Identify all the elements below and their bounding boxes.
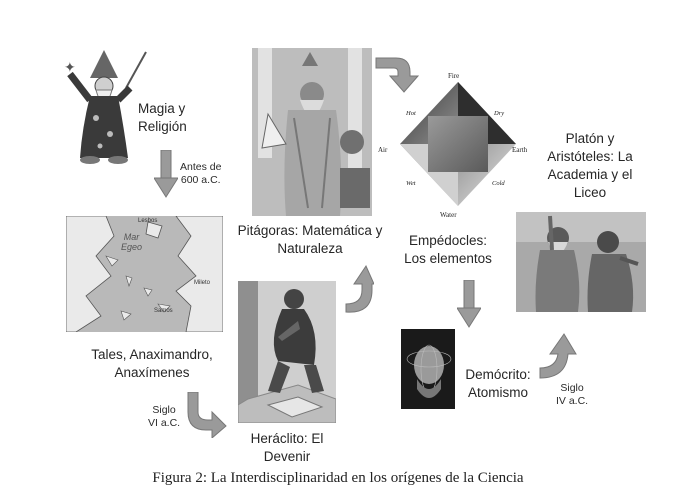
element-fire-label: Fire <box>448 72 460 80</box>
wizard-picture <box>60 48 150 166</box>
label-platon-line4: Liceo <box>573 185 607 200</box>
aegean-map-picture <box>66 216 223 332</box>
arrow-down-left-icon <box>154 150 178 203</box>
democritus-picture <box>401 329 455 409</box>
element-air-label: Air <box>378 146 388 154</box>
figure-caption: Figura 2: La Interdisciplinaridad en los orígenes de la Ciencia <box>152 470 524 486</box>
label-siglo6 <box>148 404 180 430</box>
label-democrito <box>458 366 538 402</box>
label-siglo4-line1: Siglo <box>560 382 584 394</box>
label-antes-line1: Antes de <box>180 161 222 173</box>
quality-cold-label: Cold <box>492 180 505 187</box>
label-heraclito-line2: Devenir <box>263 449 311 464</box>
label-empedocles-line1: Empédocles: <box>408 233 488 248</box>
map-label-lesbos: Lesbos <box>138 218 158 224</box>
quality-dry-label: Dry <box>494 110 505 117</box>
arrow-curve-to-heraclito-icon <box>184 392 228 443</box>
svg-text:✦: ✦ <box>64 59 76 75</box>
label-democrito-line1: Demócrito: <box>465 367 531 382</box>
label-siglo4-line2: IV a.C. <box>556 395 589 407</box>
map-label-sea-line1: Mar <box>123 232 140 242</box>
map-label-sea <box>121 232 142 252</box>
label-platon-line2: Aristóteles: La <box>547 149 633 164</box>
label-magia-line1: Magia y <box>138 101 186 116</box>
label-siglo6-line2: VI a.C. <box>148 417 181 429</box>
label-tales-line2: Anaxímenes <box>114 365 190 380</box>
arrow-down-right-icon <box>457 280 481 333</box>
label-empedocles <box>390 232 506 268</box>
label-antes-line2: 600 a.C. <box>180 174 221 186</box>
arrow-curve-to-platon-icon <box>538 330 578 385</box>
element-earth-label: Earth <box>512 146 528 154</box>
label-platon-line1: Platón y <box>565 131 615 146</box>
plato-aristotle-picture <box>516 212 646 312</box>
element-water-label: Water <box>440 211 457 219</box>
quality-wet-label: Wet <box>406 180 416 187</box>
label-siglo6-line1: Siglo <box>152 404 176 416</box>
label-platon-line3: Academia y el <box>547 167 633 182</box>
label-heraclito <box>242 430 332 466</box>
label-heraclito-line1: Heráclito: El <box>250 431 324 446</box>
map-label-samos: Samos <box>154 308 173 314</box>
label-empedocles-line2: Los elementos <box>404 251 492 266</box>
map-label-mileto: Mileto <box>194 280 211 286</box>
label-pitagoras-line2: Naturaleza <box>277 241 343 256</box>
label-antes <box>180 161 221 187</box>
label-siglo4 <box>556 382 588 408</box>
pythagoras-picture <box>252 48 372 216</box>
label-pitagoras-line1: Pitágoras: Matemática y <box>237 223 383 238</box>
label-platon <box>530 130 650 202</box>
heraclitus-picture <box>238 281 336 423</box>
arrow-curve-to-pitagoras-icon <box>344 262 374 319</box>
label-democrito-line2: Atomismo <box>467 385 528 400</box>
map-label-sea-line2: Egeo <box>121 242 143 252</box>
label-magia-line2: Religión <box>138 119 187 134</box>
elements-diagram <box>378 60 538 228</box>
quality-hot-label: Hot <box>406 110 416 117</box>
label-tales-line1: Tales, Anaximandro, <box>91 347 213 362</box>
label-pitagoras <box>235 222 385 258</box>
label-magia <box>138 100 187 136</box>
label-tales <box>72 346 232 382</box>
